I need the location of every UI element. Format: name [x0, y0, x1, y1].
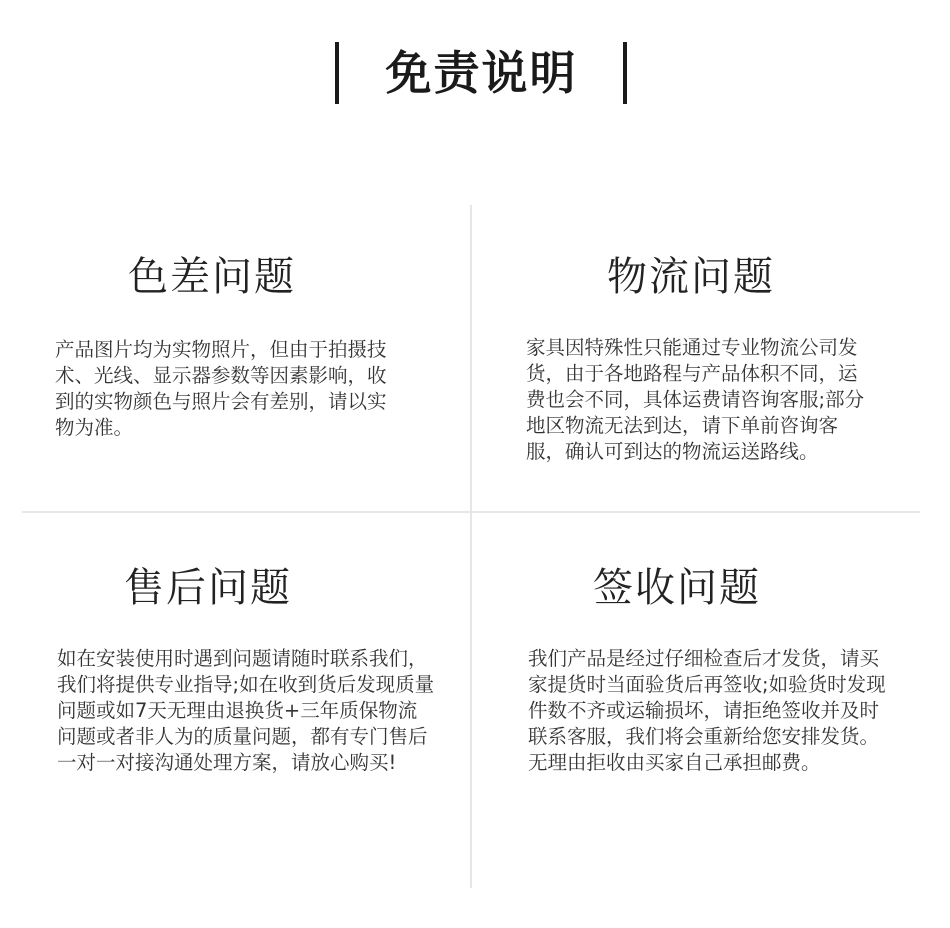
- title-left-bar: [335, 42, 339, 104]
- section-title-after-sales: 售后问题: [124, 565, 292, 611]
- horizontal-divider: [22, 511, 920, 513]
- vertical-divider: [470, 205, 472, 888]
- section-title-color-difference: 色差问题: [128, 254, 296, 300]
- section-body-color-difference: 产品图片均为实物照片，但由于拍摄技术、光线、显示器参数等因素影响，收到的实物颜色与照片会有差别，请以实物为准。: [55, 338, 387, 439]
- section-body-receipt: 我们产品是经过仔细检查后才发货，请买家提货时当面验货后再签收;如验货时发现件数不齐或运输损坏，请拒绝签收并及时联系客服，我们将会重新给您安排发货。无理由拒收由买家自己承担邮费。: [528, 647, 886, 774]
- page-title: 免责说明: [385, 46, 578, 100]
- section-title-receipt: 签收问题: [593, 565, 761, 611]
- title-right-bar: [623, 42, 627, 104]
- section-body-after-sales: 如在安装使用时遇到问题请随时联系我们，我们将提供专业指导;如在收到货后发现质量问题或如7天无理由退换货+三年质保物流问题或者非人为的质量问题，都有专门售后一对一对接沟通处理方案，请放心购买!: [57, 647, 435, 774]
- section-title-logistics: 物流问题: [607, 254, 775, 300]
- page-header: [0, 38, 950, 108]
- section-body-logistics: 家具因特殊性只能通过专业物流公司发货，由于各地路程与产品体积不同，运费也会不同，具体运费请咨询客服;部分地区物流无法到达，请下单前咨询客服，确认可到达的物流运送路线。: [526, 336, 865, 463]
